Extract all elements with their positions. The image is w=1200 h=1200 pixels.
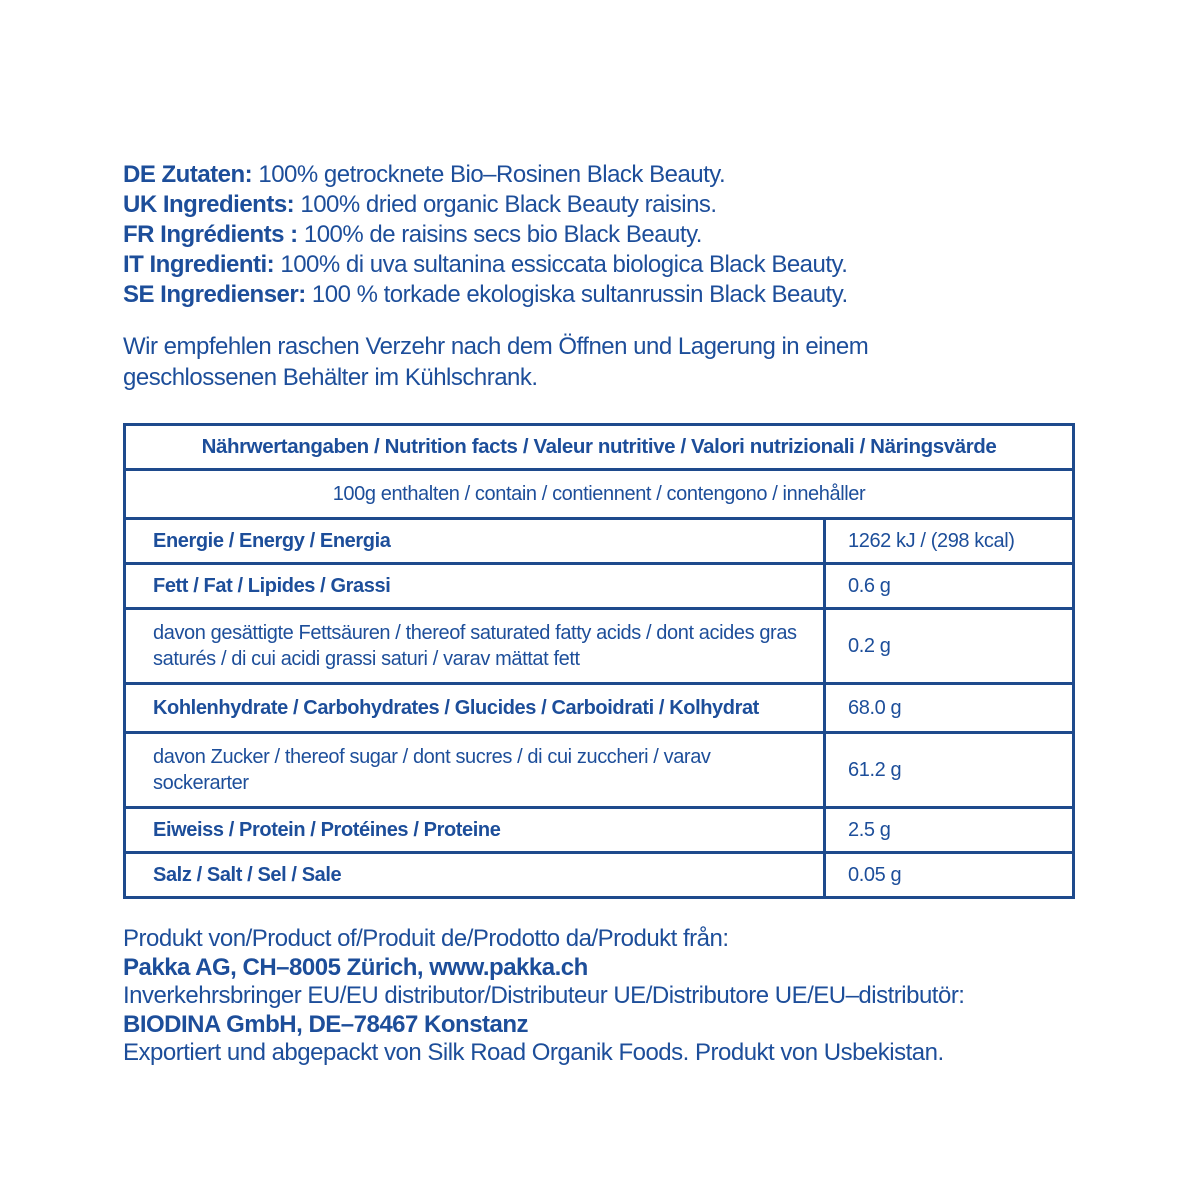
row-value: 2.5 g [823,809,1072,851]
ingredient-lang-label: IT Ingredienti: [123,251,275,278]
row-value: 0.05 g [823,854,1072,896]
ingredient-line-fr [123,220,1075,250]
row-label: davon Zucker / thereof sugar / dont sucres / di cui zuccheri / varav sockerarter [153,746,711,794]
row-value: 1262 kJ / (298 kcal) [823,520,1072,562]
ingredient-lang-label: FR Ingrédients : [123,221,298,248]
nutrition-table [123,423,1075,899]
ingredient-text: 100% di uva sultanina essiccata biologica Black Beauty. [280,251,848,278]
eu-distributor-label: Inverkehrsbringer EU/EU distributor/Distributeur UE/Distributore UE/EU–distributör: [123,982,965,1009]
ingredient-line-de [123,160,1075,190]
row-label: Energie / Energy / Energia [153,530,391,552]
ingredient-text: 100% dried organic Black Beauty raisins. [300,191,717,218]
nutrition-table-subtitle: 100g enthalten / contain / contiennent / contengono / innehåller [126,468,1072,517]
table-row-protein [126,806,1072,851]
producer-name: Pakka AG, CH–8005 Zürich, www.pakka.ch [123,953,588,981]
product-of-label: Produkt von/Product of/Produit de/Prodotto da/Produkt från: [123,925,729,952]
ingredient-line-uk [123,190,1075,220]
row-label: Eiweiss / Protein / Protéines / Proteine [153,819,501,841]
table-row-fat [126,562,1072,607]
ingredient-text: 100% de raisins secs bio Black Beauty. [303,221,702,248]
row-value: 0.6 g [823,565,1072,607]
ingredient-line-se [123,280,1075,310]
ingredients-block [123,160,1075,310]
storage-note: Wir empfehlen raschen Verzehr nach dem Öffnen und Lagerung in einem geschlossenen Behälter im Kühlschrank. [123,333,869,391]
nutrition-table-title: Nährwertangaben / Nutrition facts / Valeur nutritive / Valori nutrizionali / Näringsvärde [201,435,997,458]
row-value: 68.0 g [823,685,1072,731]
row-label: Salz / Salt / Sel / Sale [153,864,342,886]
table-row-saturated-fat [126,607,1072,682]
producer-info-block [123,925,1133,1068]
label-content [123,160,1075,1068]
table-row-sugar [126,731,1072,806]
export-origin-note: Exportiert und abgepackt von Silk Road Organik Foods. Produkt von Usbekistan. [123,1039,944,1066]
row-value: 0.2 g [823,610,1072,682]
table-row-carbohydrates [126,682,1072,731]
table-row-salt [126,851,1072,896]
ingredient-lang-label: DE Zutaten: [123,161,253,188]
ingredient-text: 100% getrocknete Bio–Rosinen Black Beauty. [258,161,726,188]
ingredient-text: 100 % torkade ekologiska sultanrussin Black Beauty. [311,281,848,308]
ingredient-lang-label: UK Ingredients: [123,191,295,218]
table-row-energy [126,517,1072,562]
row-label: Kohlenhydrate / Carbohydrates / Glucides / Carboidrati / Kolhydrat [153,697,759,719]
distributor-name: BIODINA GmbH, DE–78467 Konstanz [123,1010,529,1038]
row-value: 61.2 g [823,734,1072,806]
row-label: davon gesättigte Fettsäuren / thereof saturated fatty acids / dont acides gras saturés / di cui acidi grassi saturi / varav mättat fett [153,622,797,670]
ingredient-lang-label: SE Ingredienser: [123,281,306,308]
ingredient-line-it [123,250,1075,280]
row-label: Fett / Fat / Lipides / Grassi [153,575,391,597]
